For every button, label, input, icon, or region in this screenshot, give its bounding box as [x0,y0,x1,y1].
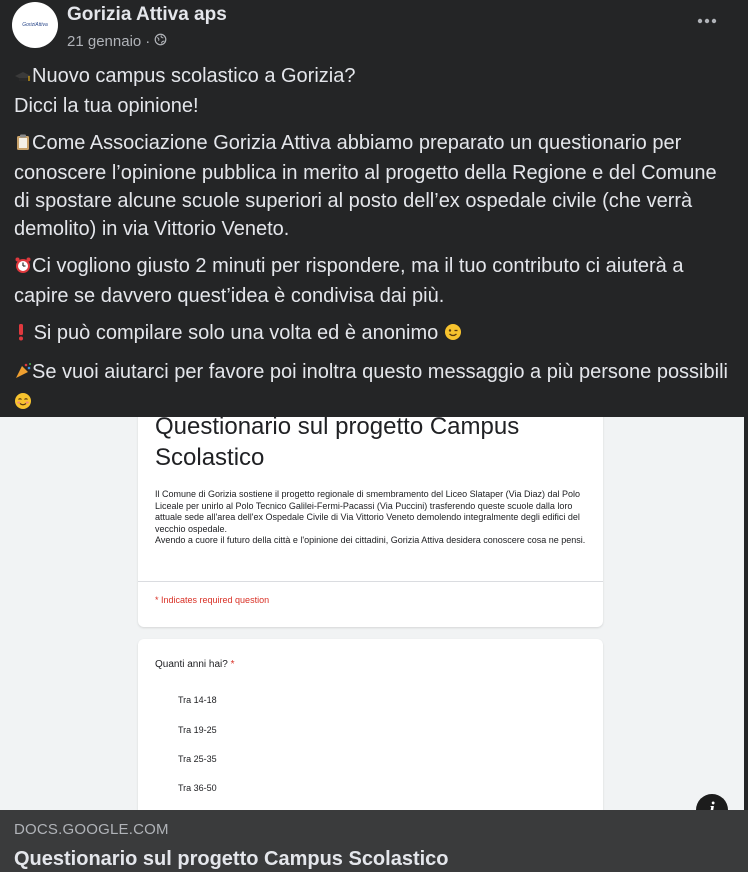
intro-line-2: Dicci la tua opinione! [14,95,199,117]
paragraph-questionnaire [14,129,736,243]
required-note: * Indicates required question [155,595,270,605]
link-domain: DOCS.GOOGLE.COM [14,821,169,838]
clipboard-icon [14,131,32,159]
form-description-1: Il Comune di Gorizia sostiene il progetto regionale di smembramento del Liceo Slataper (Via Diaz) dal Polo Liceale per unirlo al Polo Tecnico Galilei-Fermi-Pacassi (Via Puccini) trasferendo queste scuole dalla loro attuale sede all'area dell'ex Ospedale Civile di Via Vittorio Veneto demolendo integralmente degli edifici del vecchio ospedale. [155,489,581,534]
more-horizontal-icon [697,18,717,24]
wink-face-icon [444,321,462,349]
link-title[interactable]: Questionario sul progetto Campus Scolastico [14,848,449,870]
anonymous-text: Si può compilare solo una volta ed è anonimo [33,322,439,344]
age-option: Tra 19-25 [178,725,217,735]
form-description-2: Avendo a cuore il futuro della città e l'opinione dei cittadini, Gorizia Attiva desidera conoscere cosa ne pensi. [155,535,586,545]
link-preview-footer[interactable] [0,810,748,872]
paragraph-share [14,358,736,418]
age-option: Tra 14-18 [178,695,217,705]
exclamation-icon [14,321,28,349]
post-message [14,62,736,427]
form-title: Questionario sul progetto Campus Scolastico [155,417,520,471]
required-star: * [230,659,235,670]
question-card [138,639,603,810]
share-text: Se vuoi aiutarci per favore poi inoltra questo messaggio a più persone possibili [32,361,728,383]
avatar-logo-text: GoriziAttiva [22,22,48,28]
blush-face-icon [14,390,32,418]
age-option: Tra 36-50 [178,783,217,793]
alarm-clock-icon [14,254,32,282]
question-label [155,659,235,670]
post-meta [67,33,167,50]
paragraph-intro [14,62,736,120]
paragraph-anonymous [14,319,736,349]
form-divider [138,581,603,582]
form-description [155,489,595,547]
graduation-cap-icon [14,64,32,92]
intro-line-1: Nuovo campus scolastico a Gorizia? [32,65,356,87]
questionnaire-text: Come Associazione Gorizia Attiva abbiamo preparato un questionario per conoscere l’opinione pubblica in merito al progetto della Regione e del Comune di spostare alcune scuole superiori al posto dell’ex ospedale civile (che verrà demolito) in via Vittorio Veneto. [14,132,717,240]
more-options-button[interactable] [690,6,724,36]
globe-icon[interactable] [154,33,167,50]
form-header-card [138,417,603,627]
question-text: Quanti anni hai? [155,659,228,670]
paragraph-time [14,252,736,310]
page-avatar[interactable] [12,2,58,48]
time-text: Ci vogliono giusto 2 minuti per rispondere, ma il tuo contributo ci aiuterà a capire se davvero quest’idea è condivisa dai più. [14,255,684,307]
meta-separator: · [145,33,151,50]
post-header [0,0,748,64]
link-preview-image[interactable] [0,417,744,810]
post-date-link[interactable]: 21 gennaio [67,33,142,50]
page-name-link[interactable]: Gorizia Attiva aps [67,4,227,25]
party-popper-icon [14,360,32,388]
age-option: Tra 25-35 [178,754,217,764]
